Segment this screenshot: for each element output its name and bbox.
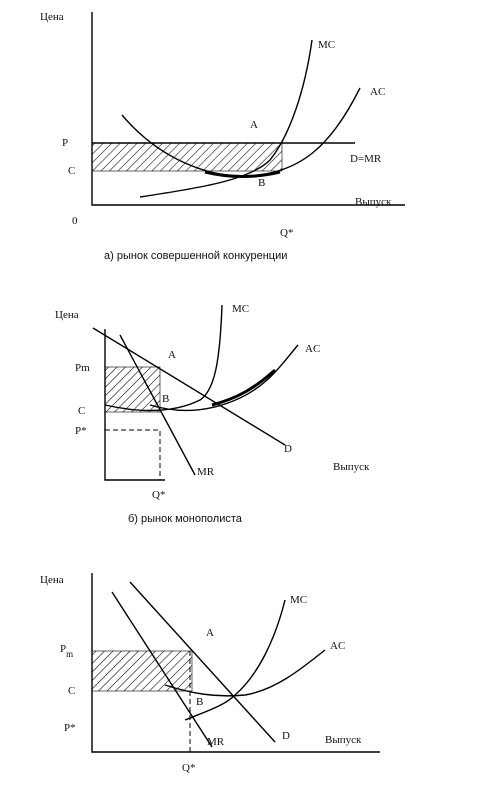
mc-label: MC xyxy=(318,39,336,51)
price-axis-label: Цена xyxy=(40,574,64,586)
price-pstar-label: P* xyxy=(75,425,87,437)
profit-area xyxy=(92,651,192,691)
point-b-label: B xyxy=(162,393,170,405)
profit-area xyxy=(92,143,282,171)
origin-label: 0 xyxy=(72,215,78,227)
demand-label: D xyxy=(282,730,290,742)
output-axis-label: Выпуск xyxy=(325,734,362,746)
price-axis-label: Цена xyxy=(55,309,79,321)
demand-label: D xyxy=(284,443,292,455)
cost-c-label: C xyxy=(78,405,86,417)
point-b-label: B xyxy=(258,177,266,189)
mc-label: MC xyxy=(232,303,250,315)
price-p-main: P xyxy=(60,643,67,655)
caption-a: а) рынок совершенной конкуренции xyxy=(104,250,288,262)
caption-b: б) рынок монополиста xyxy=(128,513,242,525)
point-a-label: A xyxy=(168,349,176,361)
price-p-label xyxy=(60,643,73,659)
mc-curve xyxy=(140,40,312,197)
point-b-label: B xyxy=(196,696,204,708)
output-axis-label: Выпуск xyxy=(333,461,370,473)
ac-curve-bold xyxy=(212,370,275,405)
point-a-label: A xyxy=(250,119,258,131)
mr-label: MR xyxy=(197,466,215,478)
mr-label: MR xyxy=(207,736,225,748)
price-p-subscript: m xyxy=(66,649,74,659)
ac-label: AC xyxy=(305,343,321,355)
output-axis-label: Выпуск xyxy=(355,196,392,208)
quantity-label: Q* xyxy=(152,489,166,501)
price-pm-label: Pm xyxy=(75,362,90,374)
demand-mr-label: D=MR xyxy=(350,153,382,165)
panel-perfect-competition xyxy=(40,11,405,262)
ac-label: AC xyxy=(370,86,386,98)
p-star-guide xyxy=(105,430,160,480)
quantity-label: Q* xyxy=(182,762,196,774)
quantity-label: Q* xyxy=(280,227,294,239)
cost-c-label: C xyxy=(68,165,76,177)
panel-three xyxy=(40,573,380,774)
price-axis-label: Цена xyxy=(40,11,64,23)
panel-monopoly xyxy=(55,303,370,525)
price-p-label: P xyxy=(62,137,69,149)
cost-c-label: C xyxy=(68,685,76,697)
point-a-label: A xyxy=(206,627,214,639)
price-pstar-label: P* xyxy=(64,722,76,734)
mc-label: MC xyxy=(290,594,308,606)
ac-label: AC xyxy=(330,640,346,652)
